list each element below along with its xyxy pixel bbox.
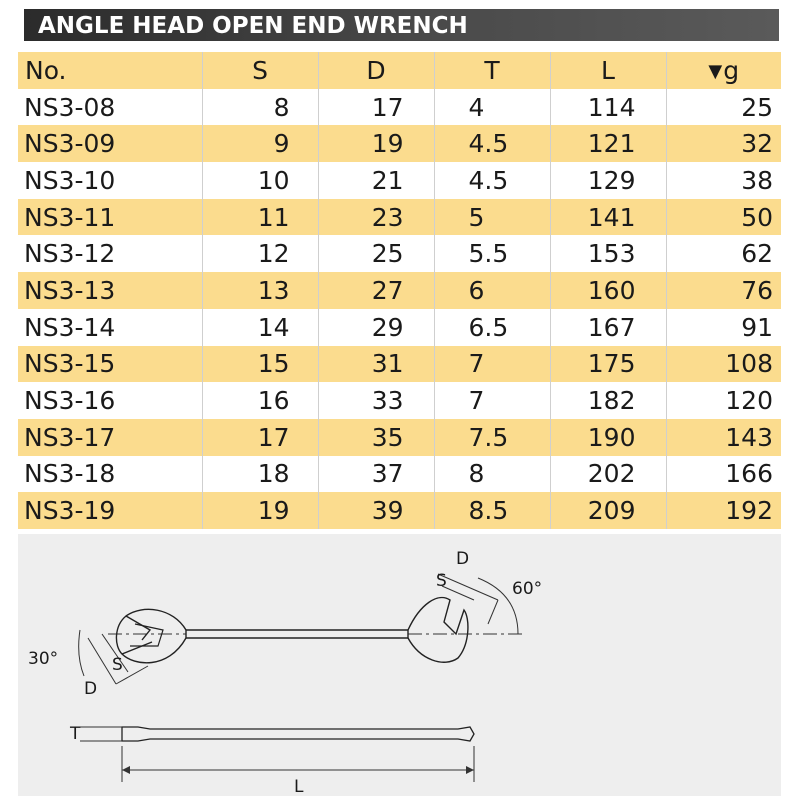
- down-triangle-icon: ▼: [708, 60, 723, 82]
- cell-t: 5: [434, 199, 550, 236]
- cell-t: 7.5: [434, 419, 550, 456]
- table-row: [18, 272, 781, 309]
- cell-s: 15: [202, 346, 318, 383]
- wrench-diagram: [18, 534, 781, 796]
- cell-s: 10: [202, 162, 318, 199]
- angle-arc-left: [79, 630, 84, 676]
- header-l: L: [550, 52, 666, 89]
- cell-no: NS3-16: [18, 382, 202, 419]
- dim-ext-right: [488, 600, 498, 624]
- table-row: [18, 456, 781, 493]
- table-row: [18, 89, 781, 126]
- wrench-shaft: [186, 630, 408, 638]
- cell-no: NS3-14: [18, 309, 202, 346]
- cell-l: 175: [550, 346, 666, 383]
- left-wrench-head: [116, 609, 186, 662]
- cell-weight: 143: [725, 422, 773, 452]
- table-row: [18, 309, 781, 346]
- s-left-label: S: [112, 655, 123, 675]
- cell-weight: 192: [725, 496, 773, 526]
- cell-d: 27: [318, 272, 434, 309]
- cell-s: 19: [202, 492, 318, 529]
- table-row: [18, 382, 781, 419]
- l-arrow-right: [466, 766, 474, 774]
- cell-l: 167: [550, 309, 666, 346]
- cell-d: 33: [318, 382, 434, 419]
- wrench-drawing: [18, 534, 781, 796]
- cell-s: 16: [202, 382, 318, 419]
- cell-d: 17: [318, 89, 434, 126]
- cell-weight: 62: [741, 239, 773, 269]
- cell-no: NS3-12: [18, 235, 202, 272]
- cell-no: NS3-09: [18, 125, 202, 162]
- header-weight: [666, 52, 781, 89]
- table-row: [18, 162, 781, 199]
- cell-d: 21: [318, 162, 434, 199]
- l-arrow-left: [122, 766, 130, 774]
- header-d: D: [318, 52, 434, 89]
- header-t: T: [434, 52, 550, 89]
- cell-s: 8: [202, 89, 318, 126]
- table-row: [18, 235, 781, 272]
- cell-t: 6: [434, 272, 550, 309]
- cell-s: 14: [202, 309, 318, 346]
- cell-t: 5.5: [434, 235, 550, 272]
- table-row: [18, 346, 781, 383]
- t-label: T: [70, 724, 81, 744]
- d-left-label: D: [84, 679, 98, 699]
- cell-s: 9: [202, 125, 318, 162]
- cell-weight: 166: [725, 459, 773, 489]
- cell-d: 29: [318, 309, 434, 346]
- cell-s: 11: [202, 199, 318, 236]
- cell-d: 37: [318, 456, 434, 493]
- cell-weight: 76: [741, 275, 773, 305]
- cell-s: 17: [202, 419, 318, 456]
- spec-table: [18, 52, 781, 529]
- cell-no: NS3-13: [18, 272, 202, 309]
- cell-weight: 25: [741, 92, 773, 122]
- cell-l: 153: [550, 235, 666, 272]
- s-right-label: S: [436, 571, 447, 591]
- d-right-label: D: [456, 549, 470, 569]
- table-row: [18, 419, 781, 456]
- header-weight-label: g: [723, 55, 740, 85]
- header-s: S: [202, 52, 318, 89]
- cell-d: 19: [318, 125, 434, 162]
- cell-weight: 108: [725, 349, 773, 379]
- cell-t: 6.5: [434, 309, 550, 346]
- table-header-row: [18, 52, 781, 89]
- angle-left-label: 30°: [28, 649, 59, 669]
- cell-s: 12: [202, 235, 318, 272]
- cell-no: NS3-19: [18, 492, 202, 529]
- cell-t: 4.5: [434, 125, 550, 162]
- cell-t: 8: [434, 456, 550, 493]
- cell-t: 4: [434, 89, 550, 126]
- cell-d: 25: [318, 235, 434, 272]
- wrench-side-view: [122, 727, 474, 741]
- cell-l: 141: [550, 199, 666, 236]
- cell-t: 4.5: [434, 162, 550, 199]
- cell-no: NS3-15: [18, 346, 202, 383]
- l-label: L: [294, 777, 304, 796]
- cell-l: 121: [550, 125, 666, 162]
- cell-weight: 38: [741, 165, 773, 195]
- cell-weight: 50: [741, 202, 773, 232]
- cell-l: 202: [550, 456, 666, 493]
- right-wrench-head: [408, 598, 468, 663]
- cell-l: 114: [550, 89, 666, 126]
- cell-no: NS3-18: [18, 456, 202, 493]
- cell-weight: 32: [741, 129, 773, 159]
- cell-no: NS3-10: [18, 162, 202, 199]
- page-title: ANGLE HEAD OPEN END WRENCH: [38, 13, 468, 39]
- title-bar: [24, 9, 779, 41]
- cell-weight: 120: [725, 386, 773, 416]
- cell-s: 18: [202, 456, 318, 493]
- cell-weight: 91: [741, 312, 773, 342]
- cell-t: 7: [434, 346, 550, 383]
- cell-no: NS3-11: [18, 199, 202, 236]
- cell-d: 35: [318, 419, 434, 456]
- cell-t: 8.5: [434, 492, 550, 529]
- table-row: [18, 492, 781, 529]
- cell-d: 31: [318, 346, 434, 383]
- table-row: [18, 125, 781, 162]
- cell-no: NS3-08: [18, 89, 202, 126]
- angle-right-label: 60°: [512, 579, 543, 599]
- cell-l: 209: [550, 492, 666, 529]
- cell-t: 7: [434, 382, 550, 419]
- cell-l: 160: [550, 272, 666, 309]
- cell-l: 182: [550, 382, 666, 419]
- cell-s: 13: [202, 272, 318, 309]
- header-no: No.: [18, 52, 202, 89]
- cell-l: 190: [550, 419, 666, 456]
- dim-line-d-right: [438, 574, 498, 600]
- cell-d: 39: [318, 492, 434, 529]
- cell-l: 129: [550, 162, 666, 199]
- cell-no: NS3-17: [18, 419, 202, 456]
- cell-d: 23: [318, 199, 434, 236]
- table-row: [18, 199, 781, 236]
